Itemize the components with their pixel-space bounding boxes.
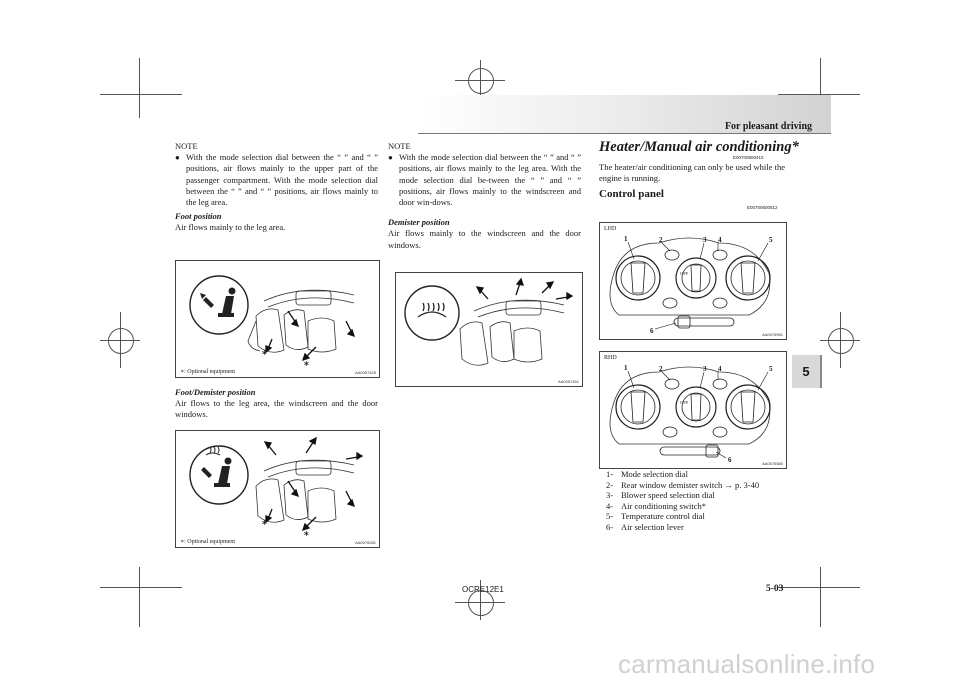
foot-demister-airflow-illustration: [176, 431, 379, 547]
chapter-tab: [792, 355, 822, 388]
header-rule: [418, 133, 831, 134]
foot-position-desc: Air flows mainly to the leg area.: [175, 222, 286, 233]
fig3-code: AA0057451: [558, 379, 579, 384]
rhd-label: RHD: [604, 355, 617, 361]
demister-desc: Air flows mainly to the windscreen and the door windows.: [388, 228, 581, 250]
footer-doc-code: OCRE12E1: [462, 585, 504, 594]
lhd-callout-5: 5: [769, 236, 773, 244]
section-title: Heater/Manual air conditioning*: [599, 139, 799, 155]
bullet-dot: ●: [388, 153, 393, 163]
middle-column: [388, 141, 581, 251]
intro-paragraph: The heater/air conditioning can only be used while the engine is running.: [599, 162, 785, 184]
svg-text:∗: ∗: [261, 518, 268, 527]
rhd-callout-3: 3: [703, 365, 707, 373]
demister-figure: [395, 272, 583, 387]
svg-text:∗: ∗: [261, 348, 268, 357]
legend-item: 4- Air conditioning switch*: [606, 500, 706, 511]
control-panel-legend: [606, 469, 759, 532]
foot-position-figure: [175, 260, 380, 378]
rhd-callout-5: 5: [769, 365, 773, 373]
left-column: [175, 141, 378, 234]
lhd-off-label: OFF: [680, 271, 689, 276]
rhd-callout-4: 4: [718, 365, 722, 373]
note-label: NOTE: [175, 141, 198, 151]
rhd-code: AA0076580: [762, 461, 783, 466]
fig2-footnote: ∗: Optional equipment: [180, 539, 236, 545]
lhd-callout-2: 2: [659, 236, 663, 244]
foot-demister-heading: Foot/Demister position: [175, 387, 256, 397]
fig1-code: AA0057425: [355, 370, 376, 375]
demister-airflow-illustration: [396, 273, 582, 386]
left-column-lower: [175, 387, 378, 421]
note-text: With the mode selection dial between the “ ” and “ ” positions, air flows mainly to the upper part of the passenger compartment. With the mode selection dial between the “ ” and “ ” positions, air flows mainly to the leg area.: [186, 152, 378, 208]
header-section-title: For pleasant driving: [724, 121, 812, 132]
legend-item: 3- Blower speed selection dial: [606, 490, 715, 500]
watermark: carmanualsonline.info: [618, 649, 876, 679]
legend-item: 1- Mode selection dial: [606, 469, 689, 479]
legend-item: 5- Temperature control dial: [606, 511, 705, 521]
svg-text:∗: ∗: [303, 359, 310, 368]
chapter-tab-number: 5: [802, 364, 810, 379]
legend-item: 2- Rear window demister switch → p. 3-40: [606, 479, 760, 490]
rhd-callout-6: 6: [728, 456, 732, 464]
foot-position-heading: Foot position: [175, 211, 222, 222]
lhd-label: LHD: [604, 226, 617, 232]
lhd-callout-4: 4: [718, 236, 722, 244]
fig1-footnote: ∗: Optional equipment: [180, 369, 236, 375]
note-bullet: [175, 152, 378, 208]
lhd-callout-6: 6: [650, 327, 654, 335]
fig2-code: AA0078281: [355, 540, 376, 545]
bullet-dot: ●: [175, 153, 180, 163]
demister-heading: Demister position: [388, 217, 450, 228]
foot-demister-desc: Air flows to the leg area, the windscreen and the door windows.: [175, 398, 378, 420]
rhd-callout-1: 1: [624, 364, 628, 372]
rhd-panel-figure: [599, 351, 787, 469]
middle-note-bullet: [388, 152, 581, 208]
lhd-panel-figure: [599, 222, 787, 340]
foot-airflow-illustration: [176, 261, 379, 377]
foot-demister-figure: [175, 430, 380, 548]
section-title-code: E00700500410: [733, 155, 764, 160]
lhd-callout-3: 3: [703, 236, 707, 244]
control-panel-code: E00700600512: [747, 205, 778, 210]
control-panel-heading: Control panel: [599, 188, 664, 200]
page-number: 5-03: [766, 584, 784, 594]
middle-note-label: NOTE: [388, 141, 411, 151]
lhd-code: AA0076951: [762, 332, 783, 337]
rhd-off-label: OFF: [680, 400, 689, 405]
middle-note-text: With the mode selection dial between the “ ” and “ ” positions, air flows mainly to the leg area. With the mode selection dial be-tween the “ ” and “ ” positions, air flows mainly to the windscreen and door win-dows.: [399, 152, 581, 208]
svg-text:∗: ∗: [303, 529, 310, 538]
lhd-callout-1: 1: [624, 235, 628, 243]
legend-item: 6- Air selection lever: [606, 521, 684, 532]
intro-text: [599, 162, 785, 184]
rhd-callout-2: 2: [659, 365, 663, 373]
